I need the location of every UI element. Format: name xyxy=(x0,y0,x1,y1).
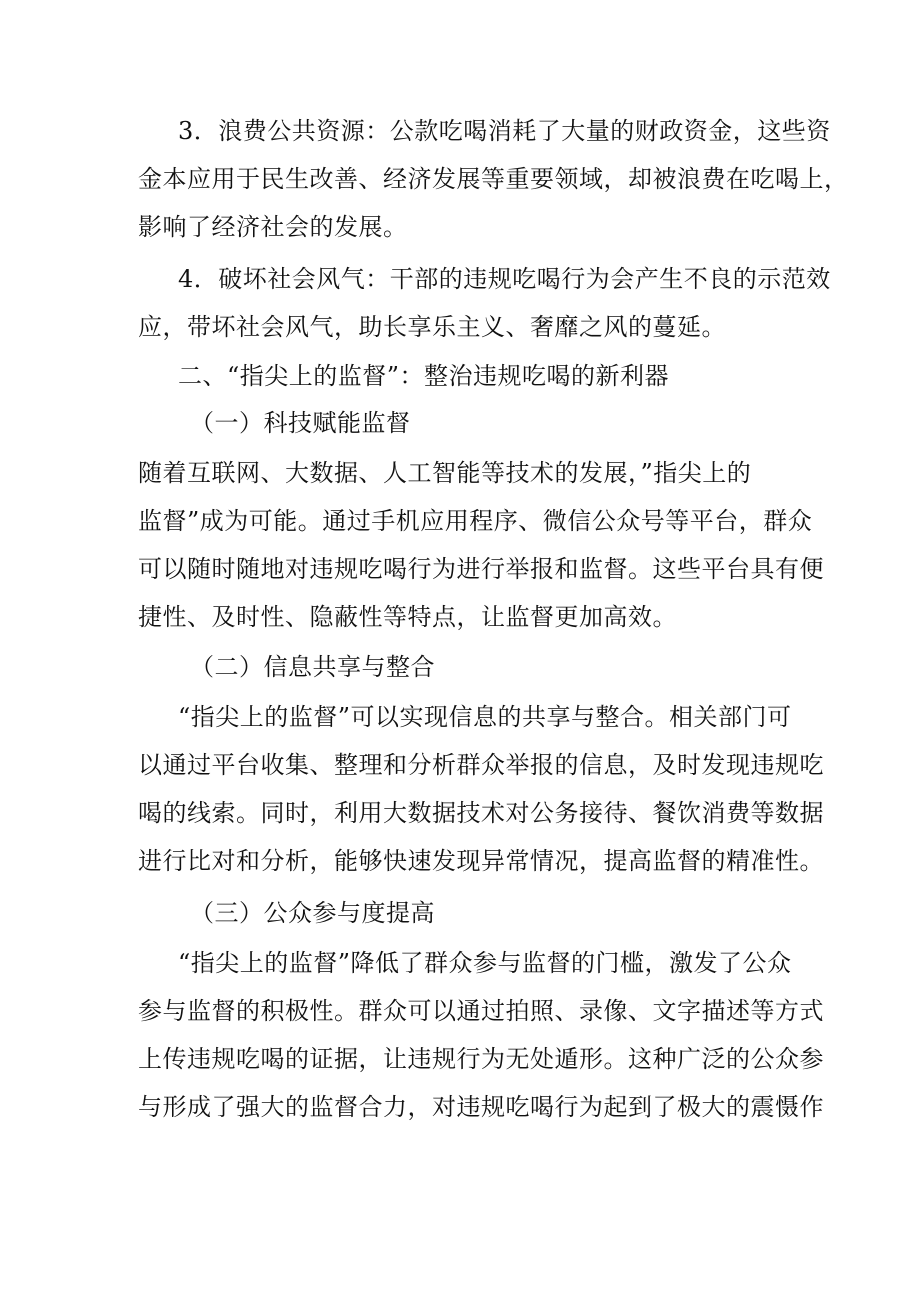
text-line: 喝的线索。同时，利用大数据技术对公务接待、餐饮消费等数据 xyxy=(138,799,824,827)
text-line: “指尖上的监督”降低了群众参与监督的门槛，激发了公众 xyxy=(178,949,792,977)
text-line: 随着互联网、大数据、人工智能等技术的发展，”指尖上的 xyxy=(138,459,752,487)
text-line: 影响了经济社会的发展。 xyxy=(138,213,408,241)
text-line: 金本应用于民生改善、经济发展等重要领域，却被浪费在吃喝上， xyxy=(138,165,849,193)
text-line: 以通过平台收集、整理和分析群众举报的信息，及时发现违规吃 xyxy=(138,751,824,779)
text-line: 上传违规吃喝的证据，让违规行为无处遁形。这种广泛的公众参 xyxy=(138,1045,824,1073)
text-line: 捷性、及时性、隐蔽性等特点，让监督更加高效。 xyxy=(138,603,677,631)
text-line: 进行比对和分析，能够快速发现异常情况，提高监督的精准性。 xyxy=(138,847,824,875)
text-line: 4．破坏社会风气：干部的违规吃喝行为会产生不良的示范效 xyxy=(178,265,831,293)
text-line: “指尖上的监督”可以实现信息的共享与整合。相关部门可 xyxy=(178,703,792,731)
section-heading: 二、“指尖上的监督”：整治违规吃喝的新利器 xyxy=(178,362,670,390)
text-line: 监督”成为可能。通过手机应用程序、微信公众号等平台，群众 xyxy=(138,507,813,535)
subsection-heading: （一）科技赋能监督 xyxy=(190,409,411,437)
text-line: 应，带坏社会风气，助长享乐主义、奢靡之风的蔓延。 xyxy=(138,313,726,341)
subsection-heading: （三）公众参与度提高 xyxy=(190,899,435,927)
text-line: 与形成了强大的监督合力，对违规吃喝行为起到了极大的震慑作 xyxy=(138,1093,824,1121)
subsection-heading: （二）信息共享与整合 xyxy=(190,653,435,681)
text-line: 3．浪费公共资源：公款吃喝消耗了大量的财政资金，这些资 xyxy=(178,117,831,145)
text-line: 可以随时随地对违规吃喝行为进行举报和监督。这些平台具有便 xyxy=(138,555,824,583)
text-line: 参与监督的积极性。群众可以通过拍照、录像、文字描述等方式 xyxy=(138,997,824,1025)
